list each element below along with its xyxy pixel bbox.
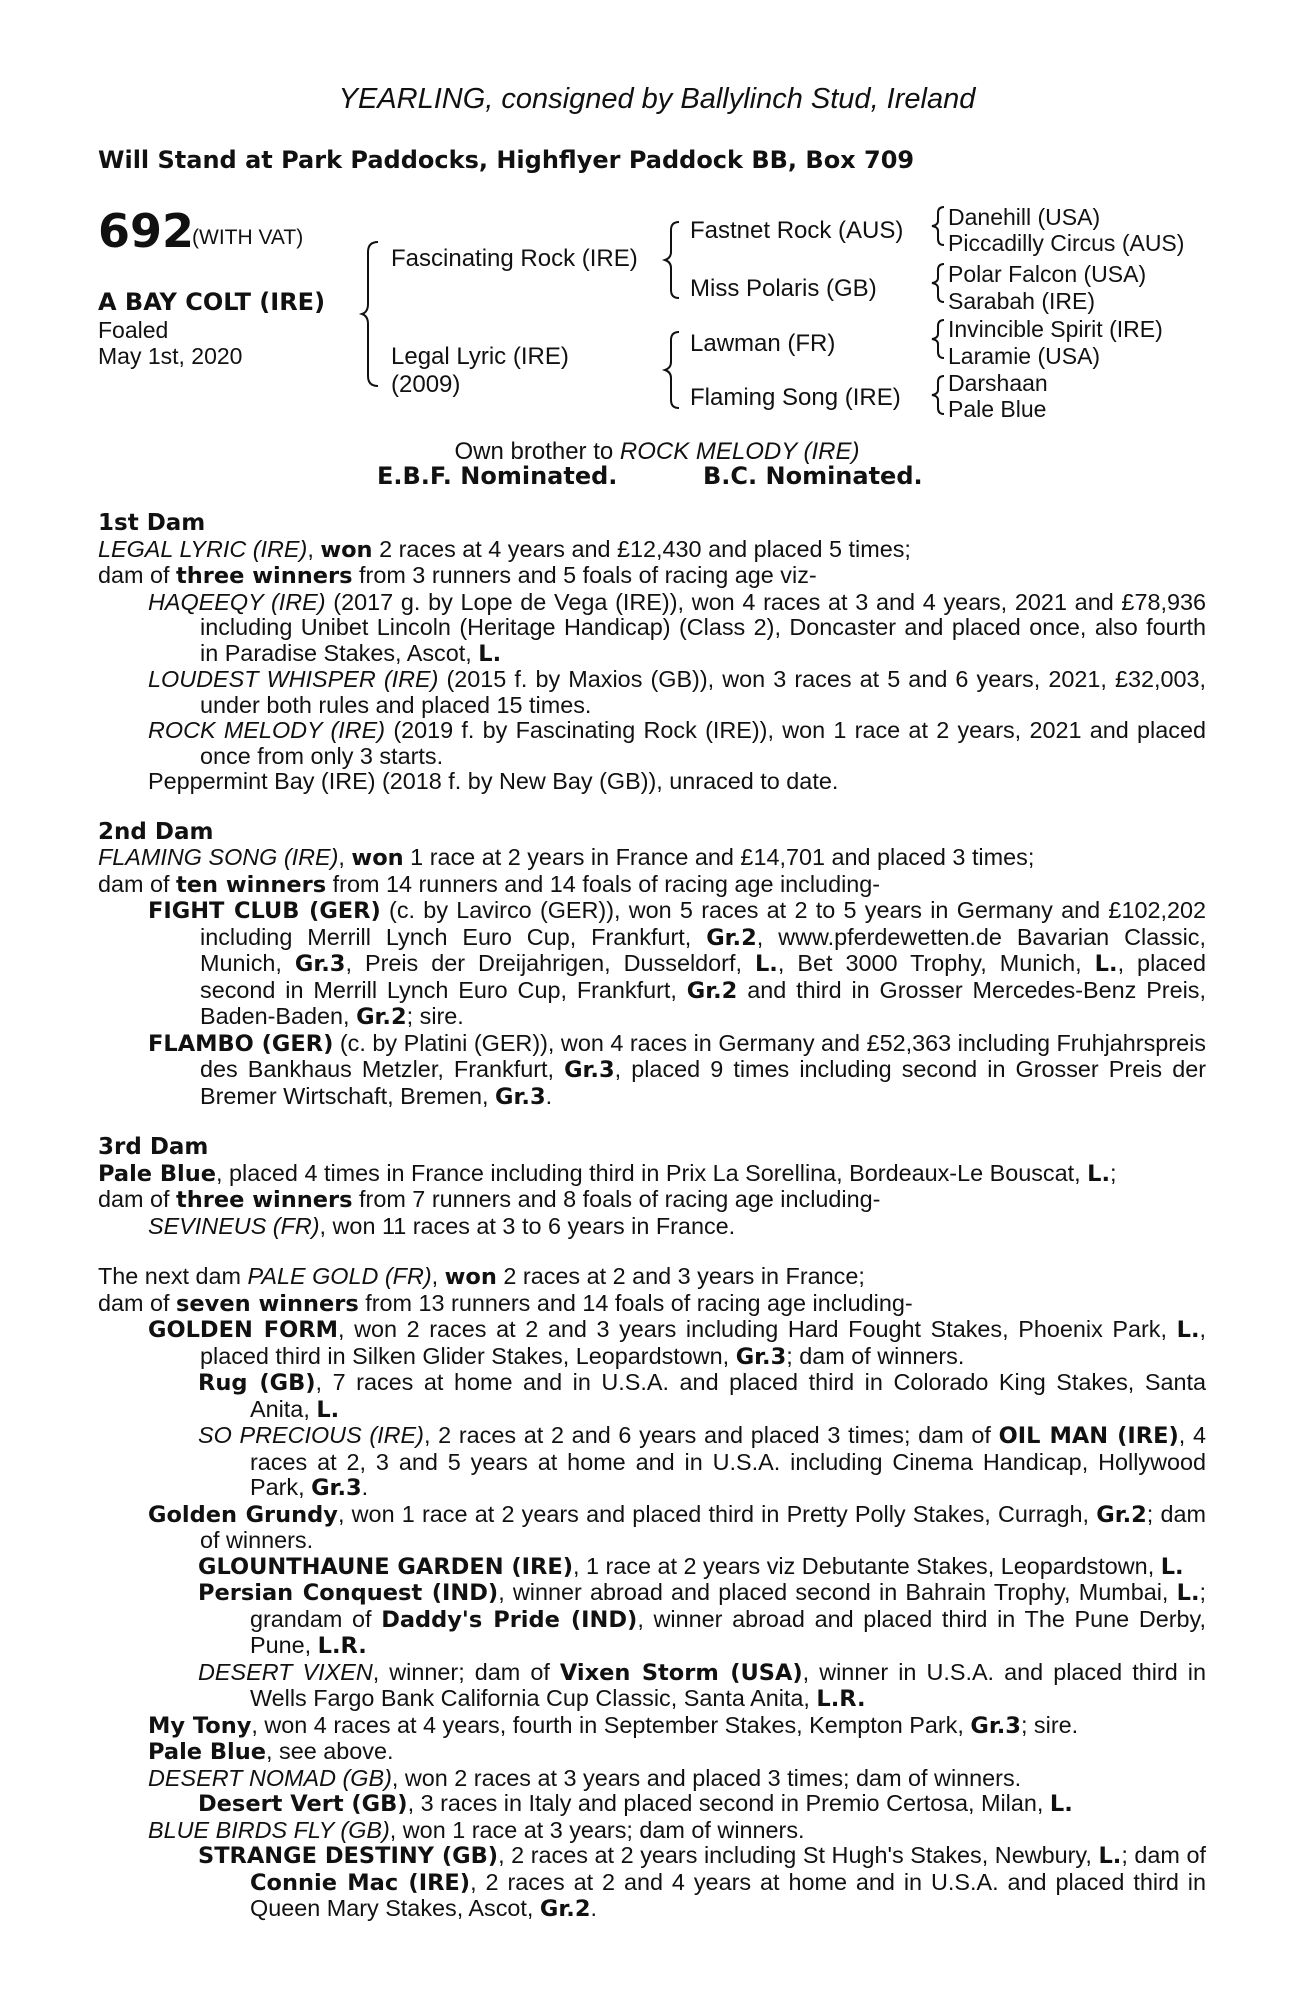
bold-text: Daddy's Pride (IND): [381, 1606, 638, 1633]
text-paragraph: [98, 1317, 1206, 1370]
bold-text: L.R.: [317, 1633, 367, 1659]
bold-text: GLOUNTHAUNE GARDEN (IRE): [198, 1553, 573, 1580]
text-run: from 13 runners and 14 foals of racing age including-: [358, 1289, 913, 1316]
bold-text: Persian Conquest (IND): [198, 1580, 499, 1606]
italic-text: BLUE BIRDS FLY (GB): [148, 1816, 390, 1843]
bold-text: Golden Grundy: [148, 1501, 338, 1528]
text-paragraph: [98, 1423, 1206, 1502]
pedigree-dss: Invincible Spirit (IRE): [948, 316, 1163, 342]
bold-text: Gr.3: [495, 1083, 546, 1110]
pedigree-dsd: Laramie (USA): [948, 343, 1101, 369]
italic-text: HAQEEQY (IRE): [148, 588, 326, 615]
pedigree-sss: Danehill (USA): [948, 204, 1101, 230]
consignment-header: YEARLING, consigned by Ballylinch Stud, Ireland: [338, 83, 976, 115]
bold-text: L.: [1160, 1553, 1184, 1580]
text-paragraph: [98, 1502, 1206, 1554]
pedigree-bracket-main: [362, 240, 382, 390]
pedigree-bracket-sire: [665, 220, 685, 300]
bold-text: L.R.: [816, 1686, 866, 1712]
text-run: (2019 f. by Fascinating Rock (IRE)), won 1 race at 2 years, 2021 and placed once from only 3 starts.: [200, 717, 1206, 769]
bold-text: Gr.2: [356, 1004, 407, 1030]
pedigree-bracket-ss: [932, 205, 946, 247]
pedigree-sire-dam: Miss Polaris (GB): [690, 275, 877, 302]
text-run: 2nd Dam: [98, 818, 214, 845]
section-heading: [98, 820, 1206, 846]
text-run: , placed third in Silken Glider Stakes, Leopardstown,: [200, 1316, 1206, 1369]
bold-text: L.: [1087, 1160, 1111, 1187]
text-run: (2015 f. by Maxios (GB)), won 3 races at 5 and 6 years, 2021, £32,003, under both rules and placed 15 times.: [200, 666, 1206, 718]
bold-text: ten winners: [176, 871, 327, 898]
pedigree-bracket-dam: [665, 330, 685, 410]
bold-text: OIL MAN (IRE): [998, 1423, 1179, 1449]
text-run: .: [361, 1474, 369, 1500]
text-paragraph: [98, 1791, 1206, 1818]
pedigree-ssd: Piccadilly Circus (AUS): [948, 230, 1185, 256]
bold-text: Gr.3: [735, 1343, 787, 1370]
text-paragraph: [98, 1214, 1206, 1240]
text-run: 2 races at 4 years and £12,430 and placed 5 times;: [372, 535, 911, 562]
pedigree-bracket-dd: [932, 374, 946, 416]
bold-text: Gr.3: [970, 1712, 1021, 1739]
text-run: The next dam: [98, 1263, 248, 1289]
bold-text: won: [444, 1264, 497, 1290]
text-run: , placed second in Merrill Lynch Euro Cup, Frankfurt,: [200, 950, 1206, 1003]
text-run: , 7 races at home and in U.S.A. and placed third in Colorado King Stakes, Santa Anita,: [250, 1369, 1206, 1422]
text-run: , www.pferdewetten.de Bavarian Classic, Munich,: [200, 923, 1206, 976]
bold-text: Gr.3: [311, 1475, 362, 1501]
own-brother-name: ROCK MELODY (IRE): [619, 438, 860, 465]
ebf-nomination: E.B.F. Nominated.: [377, 462, 618, 490]
bold-text: L.: [478, 640, 502, 667]
bold-text: Vixen Storm (USA): [559, 1659, 803, 1686]
text-run: ; dam of: [1121, 1842, 1206, 1868]
bold-text: Gr.3: [294, 951, 346, 977]
italic-text: ROCK MELODY (IRE): [148, 717, 386, 743]
section-heading: [98, 1135, 1206, 1161]
italic-text: PALE GOLD (FR): [247, 1263, 432, 1289]
italic-text: SEVINEUS (FR): [148, 1212, 320, 1239]
text-run: dam of: [98, 562, 177, 588]
text-run: , winner in U.S.A. and placed third in Wells Fargo Bank California Cup Classic, Santa Anita,: [250, 1658, 1206, 1711]
text-paragraph: [98, 563, 1206, 590]
bold-text: Connie Mac (IRE): [250, 1869, 471, 1896]
text-paragraph: [98, 898, 1206, 1031]
lot-number: 692: [98, 204, 195, 258]
text-run: ,: [431, 1263, 445, 1289]
pedigree-sire-sire: Fastnet Rock (AUS): [690, 217, 904, 244]
text-run: ,: [338, 844, 352, 870]
text-paragraph: [98, 718, 1206, 769]
bold-text: Pale Blue: [148, 1739, 267, 1765]
bold-text: GOLDEN FORM: [148, 1317, 338, 1343]
text-run: , won 2 races at 3 years and placed 3 times; dam of winners.: [391, 1764, 1022, 1791]
text-run: , won 1 race at 2 years and placed third in Pretty Polly Stakes, Curragh,: [337, 1500, 1097, 1527]
bold-text: Gr.2: [1096, 1501, 1147, 1528]
text-run: , Bet 3000 Trophy, Munich,: [777, 950, 1095, 976]
text-paragraph: [98, 1264, 1206, 1291]
bold-text: Gr.2: [706, 924, 757, 951]
bold-text: Desert Vert (GB): [198, 1791, 408, 1817]
bold-text: three winners: [176, 563, 353, 589]
text-run: , winner abroad and placed second in Bahrain Trophy, Mumbai,: [498, 1579, 1177, 1605]
catalogue-body: [98, 511, 1206, 1923]
section-gap: [98, 795, 1206, 820]
text-paragraph: [98, 1187, 1206, 1214]
section-gap: [98, 1239, 1206, 1264]
text-run: 1 race at 2 years in France and £14,701 and placed 3 times;: [403, 844, 1035, 870]
text-paragraph: [98, 1843, 1206, 1923]
text-run: , winner abroad and placed third in The Pune Derby, Pune,: [250, 1605, 1206, 1658]
bold-text: L.: [754, 951, 778, 977]
text-run: (c. by Platini (GER)), won 4 races in Germany and £52,363 including Fruhjahrspreis des Bankhaus Metzler, Frankfurt,: [200, 1029, 1206, 1082]
text-paragraph: [98, 872, 1206, 899]
bold-text: Gr.2: [686, 977, 738, 1004]
italic-text: SO PRECIOUS (IRE): [198, 1422, 424, 1448]
text-run: ; dam of winners.: [786, 1342, 965, 1369]
bold-text: L.: [1176, 1580, 1200, 1606]
bold-text: L.: [1176, 1317, 1200, 1343]
bold-text: Rug (GB): [198, 1370, 316, 1396]
text-paragraph: [98, 1370, 1206, 1423]
text-paragraph: [98, 845, 1206, 872]
text-paragraph: [98, 1766, 1206, 1792]
text-run: , placed 9 times including second in Grosser Preis der Bremer Wirtschaft, Bremen,: [200, 1056, 1206, 1109]
text-paragraph: [98, 1818, 1206, 1844]
text-run: ;: [1110, 1159, 1117, 1186]
pedigree-bracket-ds: [932, 318, 946, 360]
vat-note: (WITH VAT): [192, 226, 304, 249]
text-paragraph: [98, 537, 1206, 564]
text-run: , Preis der Dreijahrigen, Dusseldorf,: [345, 950, 755, 976]
text-run: dam of: [98, 870, 177, 897]
bold-text: won: [320, 536, 373, 563]
bold-text: L.: [1094, 951, 1118, 977]
text-run: ,: [307, 535, 321, 562]
text-run: , won 2 races at 2 and 3 years including Hard Fought Stakes, Phoenix Park,: [337, 1316, 1177, 1342]
pedigree-sdd: Sarabah (IRE): [948, 288, 1096, 314]
text-run: .: [545, 1082, 553, 1109]
pedigree-dam-sire: Lawman (FR): [690, 330, 836, 357]
text-run: from 14 runners and 14 foals of racing age including-: [326, 870, 881, 897]
bold-text: STRANGE DESTINY (GB): [198, 1843, 499, 1869]
bold-text: L.: [1098, 1843, 1122, 1869]
text-run: , won 4 races at 4 years, fourth in September Stakes, Kempton Park,: [251, 1711, 971, 1738]
bold-text: FIGHT CLUB (GER): [148, 898, 381, 924]
text-run: ; grandam of: [250, 1579, 1207, 1632]
text-run: 2 races at 2 and 3 years in France;: [496, 1263, 865, 1289]
text-run: , placed 4 times in France including third in Prix La Sorellina, Bordeaux-Le Bouscat,: [216, 1159, 1088, 1186]
text-run: and third in Grosser Mercedes-Benz Preis, Baden-Baden,: [200, 976, 1206, 1029]
text-paragraph: [98, 667, 1206, 718]
bold-text: FLAMBO (GER): [148, 1030, 334, 1057]
text-paragraph: [98, 1713, 1206, 1740]
bold-text: Pale Blue: [98, 1160, 217, 1187]
italic-text: LOUDEST WHISPER (IRE): [148, 666, 439, 692]
text-paragraph: [98, 1554, 1206, 1581]
italic-text: FLAMING SONG (IRE): [98, 844, 339, 870]
text-run: ; sire.: [1020, 1711, 1079, 1738]
bold-text: Gr.2: [539, 1896, 591, 1922]
text-run: , 1 race at 2 years viz Debutante Stakes, Leopardstown,: [573, 1552, 1161, 1579]
text-paragraph: [98, 1161, 1206, 1188]
text-run: .: [590, 1895, 597, 1921]
italic-text: DESERT VIXEN: [198, 1658, 373, 1685]
own-brother-prefix: Own brother to: [454, 438, 620, 465]
pedigree-sds: Polar Falcon (USA): [948, 261, 1147, 287]
pedigree-bracket-sd: [932, 262, 946, 304]
text-run: , 2 races at 2 years including St Hugh's Stakes, Newbury,: [498, 1842, 1099, 1868]
bold-text: L.: [1049, 1791, 1073, 1817]
text-run: (c. by Lavirco (GER)), won 5 races at 2 to 5 years in Germany and £102,202 including Merrill Lynch Euro Cup, Frankfurt,: [200, 897, 1206, 950]
pedigree-dds: Darshaan: [948, 370, 1048, 396]
italic-text: LEGAL LYRIC (IRE): [98, 535, 308, 562]
pedigree-sire: Fascinating Rock (IRE): [391, 245, 638, 272]
text-paragraph: [98, 1580, 1206, 1660]
pedigree-dam: Legal Lyric (IRE) (2009): [391, 343, 569, 398]
pedigree-dam-dam: Flaming Song (IRE): [690, 384, 901, 411]
text-run: , 2 races at 2 and 4 years at home and in U.S.A. and placed third in Queen Mary Stakes, Ascot,: [250, 1868, 1206, 1921]
bold-text: L.: [316, 1396, 340, 1423]
text-paragraph: [98, 769, 1206, 795]
text-paragraph: [98, 1660, 1206, 1713]
text-run: Peppermint Bay (IRE) (2018 f. by New Bay (GB)), unraced to date.: [148, 768, 839, 794]
text-run: (2017 g. by Lope de Vega (IRE)), won 4 races at 3 and 4 years, 2021 and £78,936 including Unibet Lincoln (Heritage Handicap) (Class 2), Doncaster and placed once, also fourth in Paradise Stakes, Ascot,: [200, 588, 1206, 666]
text-paragraph: [98, 1031, 1206, 1111]
text-run: , winner; dam of: [372, 1658, 560, 1685]
text-run: , 2 races at 2 and 6 years and placed 3 times; dam of: [423, 1422, 999, 1448]
section-heading: [98, 511, 1206, 537]
bc-nomination: B.C. Nominated.: [703, 462, 923, 490]
text-run: , see above.: [266, 1738, 394, 1764]
text-paragraph: [98, 1739, 1206, 1766]
text-run: from 7 runners and 8 foals of racing age including-: [352, 1186, 881, 1212]
text-run: 1st Dam: [98, 510, 206, 536]
stand-location: Will Stand at Park Paddocks, Highflyer Paddock BB, Box 709: [98, 146, 915, 174]
text-run: dam of: [98, 1289, 177, 1316]
text-run: , 3 races in Italy and placed second in Premio Certosa, Milan,: [407, 1790, 1050, 1816]
italic-text: DESERT NOMAD (GB): [148, 1764, 392, 1791]
bold-text: three winners: [176, 1187, 353, 1213]
bold-text: Gr.3: [564, 1057, 615, 1083]
text-run: , won 1 race at 3 years; dam of winners.: [389, 1816, 805, 1843]
own-brother-note: [0, 438, 1314, 466]
bold-text: My Tony: [148, 1712, 252, 1739]
pedigree-ddd: Pale Blue: [948, 396, 1047, 422]
text-run: 3rd Dam: [98, 1134, 209, 1160]
bold-text: won: [351, 845, 404, 871]
text-run: ; sire.: [406, 1003, 464, 1029]
foaled-date: Foaled May 1st, 2020: [98, 317, 243, 369]
bold-text: seven winners: [176, 1290, 359, 1317]
text-run: , won 11 races at 3 to 6 years in France.: [319, 1212, 736, 1239]
text-paragraph: [98, 1291, 1206, 1318]
text-run: ; dam of winners.: [200, 1500, 1207, 1553]
section-gap: [98, 1110, 1206, 1135]
text-run: from 3 runners and 5 foals of racing age viz-: [352, 562, 817, 588]
lot-name: A BAY COLT (IRE): [98, 288, 326, 316]
text-paragraph: [98, 590, 1206, 668]
text-run: , 4 races at 2, 3 and 5 years at home and in U.S.A. including Cinema Handicap, Hollywood Park,: [250, 1422, 1206, 1500]
text-run: dam of: [98, 1186, 177, 1212]
